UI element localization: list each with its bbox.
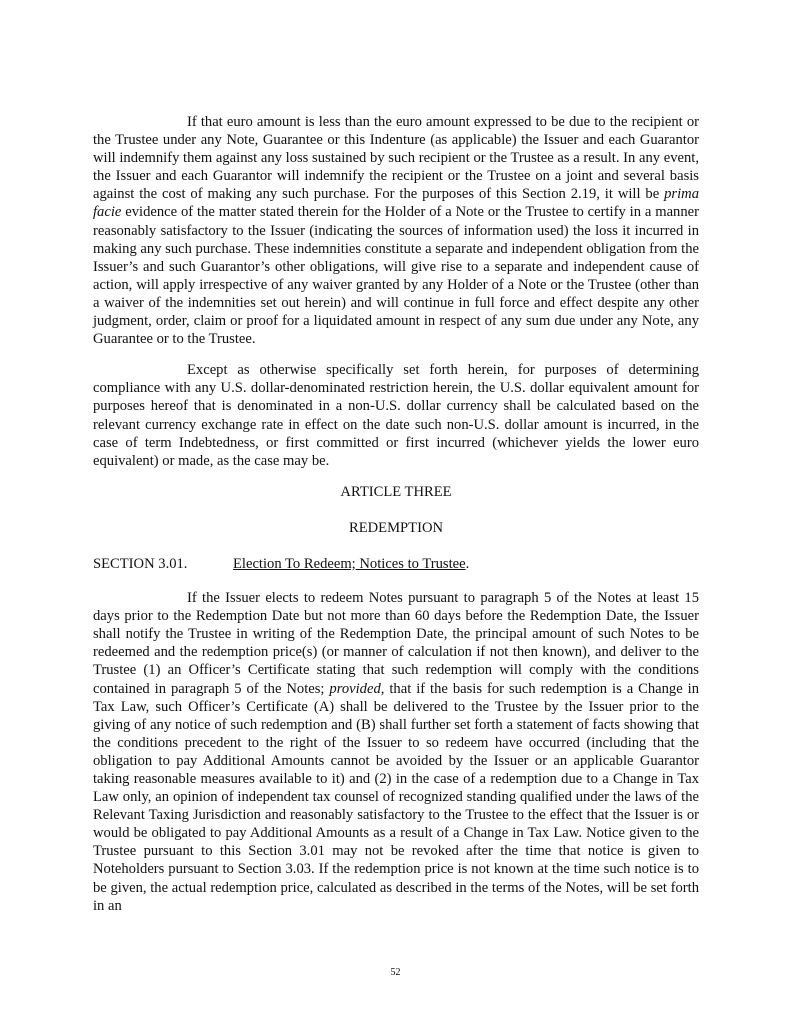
section-number: SECTION 3.01.: [93, 555, 188, 572]
paragraph-redemption-text-a: If the Issuer elects to redeem Notes pursuant to paragraph 5 of the Notes at least 15 days prior to the Redemption Date but not more than 60 days before the Redemption Date, the Issuer shall notify the Trustee in writing of the Redemption Date, the principal amount of such Notes to be redeemed and the redemption price(s) (or manner of calculation if not then known), and deliver to the Trustee (1) an Officer’s Certificate stating that such redemption will comply with the conditions contained in paragraph 5 of the Notes;: [93, 590, 699, 697]
paragraph-redemption-text-b: , that if the basis for such redemption is a Change in Tax Law, such Officer’s Certificate (A) shall be delivered to the Trustee by the Issuer prior to the giving of any notice of such redemption and (B) shall further set forth a statement of facts showing that the conditions precedent to the right of the Issuer to so redeem have occurred (including that the obligation to pay Additional Amounts cannot be avoided by the Issuer or an applicable Guarantor taking reasonable measures available to it) and (2) in the case of a redemption due to a Change in Tax Law only, an opinion of independent tax counsel of recognized standing qualified under the laws of the Relevant Taxing Jurisdiction and reasonably satisfactory to the Trustee to the effect that the Issuer is or would be obligated to pay Additional Amounts as a result of a Change in Tax Law. Notice given to the Trustee pursuant to this Section 3.01 may not be revoked after the time that notice is given to Noteholders pursuant to Section 3.03. If the redemption price is not known at the time such notice is to be given, the actual redemption price, calculated as described in the terms of the Notes, will be set forth in an: [93, 680, 699, 914]
article-subheading: REDEMPTION: [348, 519, 444, 536]
prima-facie-emphasis: prima facie: [93, 186, 699, 221]
page-number: 52: [390, 967, 401, 978]
paragraph-indemnity-text-b: evidence of the matter stated therein for the Holder of a Note or the Trustee to certify in a manner reasonably satisfactory to the Issuer (indicating the sources of information used) the loss it incurred in making any such purchase. These indemnities constitute a separate and independent obligation from the Issuer’s and such Guarantor’s other obligations, will give rise to a separate and independent cause of action, will apply irrespective of any waiver granted by any Holder of a Note or the Trustee (other than a waiver of the indemnities set out herein) and will continue in full force and effect despite any other judgment, order, claim or proof for a liquidated amount in respect of any sum due under any Note, any Guarantee or to the Trustee.: [93, 204, 700, 348]
article-heading: ARTICLE THREE: [340, 483, 452, 500]
paragraph-indemnity-text-a: If that euro amount is less than the euro amount expressed to be due to the recipient or the Trustee under any Note, Guarantee or this Indenture (as applicable) the Issuer and each Guarantor will indemnify them against any loss sustained by such recipient or the Trustee as a result. In any event, the Issuer and each Guarantor will indemnify the recipient or the Trustee on a joint and several basis against the cost of making any such purchase. For the purposes of this Section 2.19, it will be: [93, 114, 699, 203]
paragraph-redemption: [93, 589, 699, 915]
section-title: Election To Redeem; Notices to Trustee: [233, 555, 466, 572]
paragraph-currency: Except as otherwise specifically set forth herein, for purposes of determining compliance with any U.S. dollar-denominated restriction herein, the U.S. dollar equivalent amount for purposes hereof that is denominated in a non-U.S. dollar currency shall be calculated based on the relevant currency exchange rate in effect on the date such non-U.S. dollar amount is incurred, in the case of term Indebtedness, or first committed or first incurred (whichever yields the lower euro equivalent) or made, as the case may be.: [93, 362, 699, 469]
section-title-punct: .: [465, 555, 470, 572]
paragraph-indemnity: [93, 113, 699, 348]
section-heading: [93, 555, 699, 573]
provided-emphasis: provided: [329, 680, 381, 697]
document-page: [93, 113, 699, 915]
